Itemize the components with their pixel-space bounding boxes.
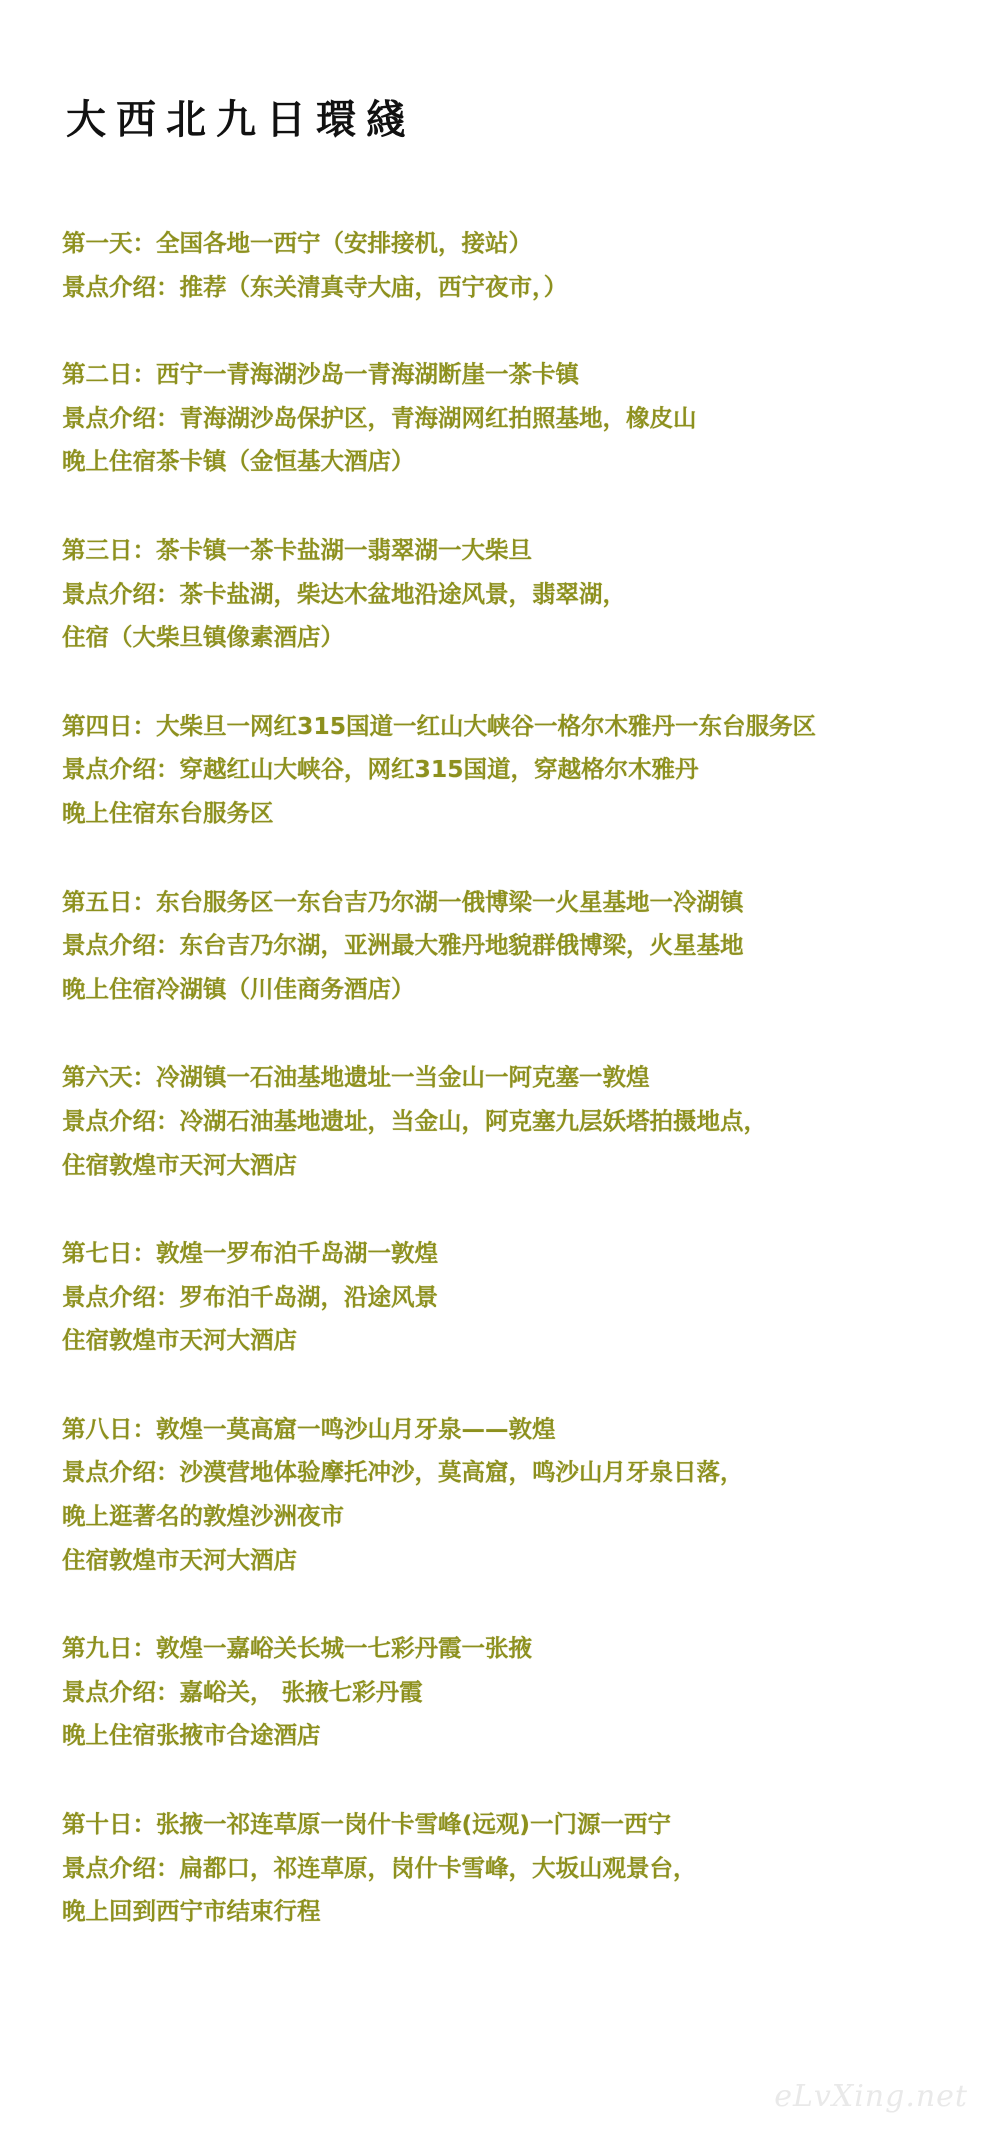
day-6-route: 第六天：冷湖镇一石油基地遗址一当金山一阿克塞一敦煌 bbox=[62, 1063, 650, 1092]
day-5-route: 第五日：东台服务区一东台吉乃尔湖一俄博梁一火星基地一冷湖镇 bbox=[62, 887, 744, 916]
day-4-lodging: 晚上住宿东台服务区 bbox=[62, 798, 274, 827]
day-6-block bbox=[62, 1056, 962, 1187]
day-7-lodging: 住宿敦煌市天河大酒店 bbox=[62, 1326, 297, 1355]
day-4-attractions: 景点介绍：穿越红山大峡谷，网红315国道，穿越格尔木雅丹 bbox=[62, 755, 699, 784]
day-9-attractions: 景点介绍：嘉峪关， 张掖七彩丹霞 bbox=[62, 1677, 423, 1706]
day-2-block bbox=[62, 353, 962, 484]
day-1-block bbox=[62, 222, 962, 309]
day-3-lodging: 住宿（大柴旦镇像素酒店） bbox=[62, 623, 344, 652]
day-9-route: 第九日：敦煌一嘉峪关长城一七彩丹霞一张掖 bbox=[62, 1634, 532, 1663]
day-10-block bbox=[62, 1803, 962, 1934]
day-1-route: 第一天：全国各地一西宁（安排接机，接站） bbox=[62, 229, 532, 257]
day-3-attractions: 景点介绍：茶卡盐湖，柴达木盆地沿途风景，翡翠湖， bbox=[62, 579, 626, 608]
day-1-attractions: 景点介绍：推荐（东关清真寺大庙，西宁夜市，） bbox=[62, 272, 568, 301]
day-8-evening: 晚上逛著名的敦煌沙洲夜市 bbox=[62, 1502, 344, 1531]
day-3-route: 第三日：茶卡镇一茶卡盐湖一翡翠湖一大柴旦 bbox=[62, 535, 532, 564]
day-6-lodging: 住宿敦煌市天河大酒店 bbox=[62, 1150, 297, 1179]
day-4-route: 第四日：大柴旦一网红315国道一红山大峡谷一格尔木雅丹一东台服务区 bbox=[62, 711, 817, 740]
day-10-route: 第十日：张掖一祁连草原一岗什卡雪峰(远观)一门源一西宁 bbox=[62, 1810, 671, 1839]
day-7-route: 第七日：敦煌一罗布泊千岛湖一敦煌 bbox=[62, 1239, 438, 1268]
day-6-attractions: 景点介绍：冷湖石油基地遗址，当金山，阿克塞九层妖塔拍摄地点， bbox=[62, 1106, 767, 1135]
day-9-block bbox=[62, 1627, 962, 1758]
day-7-block bbox=[62, 1232, 962, 1363]
day-10-ending: 晚上回到西宁市结束行程 bbox=[62, 1897, 321, 1926]
day-5-block bbox=[62, 881, 962, 1012]
day-2-lodging: 晚上住宿茶卡镇（金恒基大酒店） bbox=[62, 447, 415, 476]
day-10-attractions: 景点介绍：扁都口，祁连草原，岗什卡雪峰，大坂山观景台， bbox=[62, 1853, 697, 1882]
day-3-block bbox=[62, 529, 962, 660]
day-2-attractions: 景点介绍：青海湖沙岛保护区，青海湖网红拍照基地，橡皮山 bbox=[62, 403, 697, 432]
page-title: 大西北九日環綫 bbox=[66, 96, 416, 143]
day-2-route: 第二日：西宁一青海湖沙岛一青海湖断崖一茶卡镇 bbox=[62, 360, 579, 389]
day-7-attractions: 景点介绍：罗布泊千岛湖，沿途风景 bbox=[62, 1282, 438, 1311]
day-9-lodging: 晚上住宿张掖市合途酒店 bbox=[62, 1721, 321, 1750]
day-8-lodging: 住宿敦煌市天河大酒店 bbox=[62, 1545, 297, 1574]
day-8-block bbox=[62, 1408, 962, 1582]
watermark-text: eLvXing.net bbox=[774, 2079, 968, 2114]
day-5-lodging: 晚上住宿冷湖镇（川佳商务酒店） bbox=[62, 974, 415, 1003]
day-8-attractions: 景点介绍：沙漠营地体验摩托冲沙，莫高窟，鸣沙山月牙泉日落， bbox=[62, 1458, 744, 1487]
day-8-route: 第八日：敦煌一莫高窟一鸣沙山月牙泉——敦煌 bbox=[62, 1414, 556, 1443]
itinerary-list bbox=[62, 222, 962, 1979]
day-4-block bbox=[62, 705, 962, 836]
day-5-attractions: 景点介绍：东台吉乃尔湖，亚洲最大雅丹地貌群俄博梁，火星基地 bbox=[62, 931, 744, 960]
